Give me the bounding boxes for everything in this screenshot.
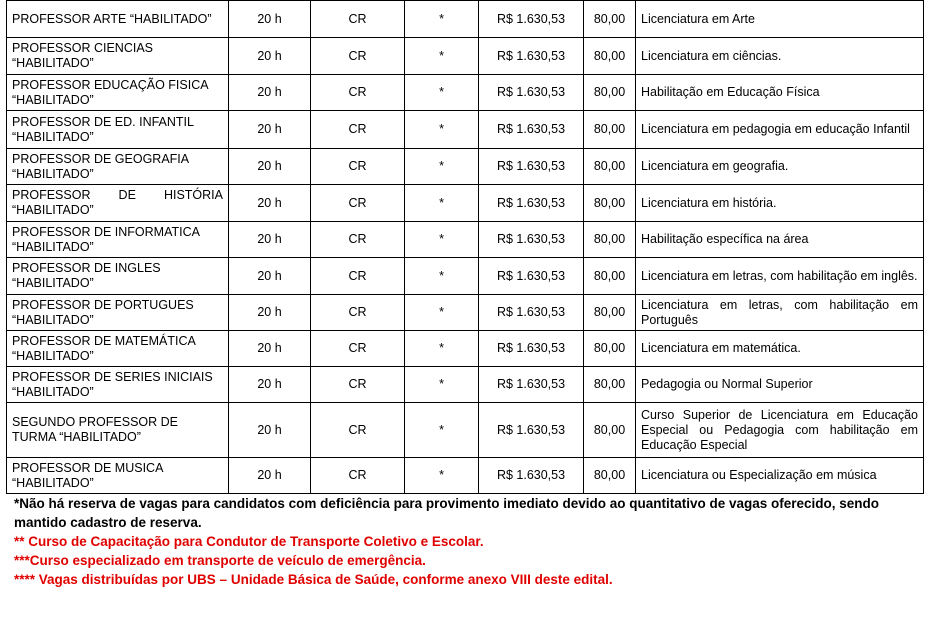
table-row <box>7 222 924 258</box>
requirement-cell: Pedagogia ou Normal Superior <box>636 367 924 403</box>
salary-cell: R$ 1.630,53 <box>479 149 584 185</box>
salary-cell: R$ 1.630,53 <box>479 75 584 111</box>
requirement-cell: Licenciatura em letras, com habilitação em inglês. <box>636 258 924 295</box>
hours-cell: 20 h <box>229 458 311 494</box>
table-row <box>7 367 924 403</box>
requirement-cell: Licenciatura em letras, com habilitação em Português <box>636 295 924 331</box>
hours-cell: 20 h <box>229 403 311 458</box>
hours-cell: 20 h <box>229 185 311 222</box>
requirement-cell: Licenciatura em Arte <box>636 1 924 38</box>
hours-cell: 20 h <box>229 1 311 38</box>
salary-cell: R$ 1.630,53 <box>479 458 584 494</box>
fee-cell: 80,00 <box>584 185 636 222</box>
salary-cell: R$ 1.630,53 <box>479 295 584 331</box>
hours-cell: 20 h <box>229 222 311 258</box>
vacancies-cell: CR <box>311 38 405 75</box>
fee-cell: 80,00 <box>584 403 636 458</box>
vacancies-cell: CR <box>311 403 405 458</box>
salary-cell: R$ 1.630,53 <box>479 1 584 38</box>
salary-cell: R$ 1.630,53 <box>479 258 584 295</box>
hours-cell: 20 h <box>229 38 311 75</box>
role-cell: PROFESSOR DE PORTUGUES “HABILITADO” <box>7 295 229 331</box>
role-cell: PROFESSOR DE ED. INFANTIL “HABILITADO” <box>7 111 229 149</box>
positions-table <box>6 0 924 494</box>
role-cell: PROFESSOR DE INFORMATICA “HABILITADO” <box>7 222 229 258</box>
salary-cell: R$ 1.630,53 <box>479 222 584 258</box>
table-row <box>7 331 924 367</box>
vacancies-cell: CR <box>311 258 405 295</box>
footnote-driver-course: ** Curso de Capacitação para Condutor de Transporte Coletivo e Escolar. <box>14 534 484 549</box>
table-row <box>7 458 924 494</box>
fee-cell: 80,00 <box>584 1 636 38</box>
salary-cell: R$ 1.630,53 <box>479 331 584 367</box>
requirement-cell: Licenciatura em geografia. <box>636 149 924 185</box>
footnote-pcd-reserve: *Não há reserva de vagas para candidatos com deficiência para provimento imediato devido ao quantitativo de vagas oferecido, sendo mantido cadastro de reserva. <box>14 496 880 530</box>
table-row <box>7 258 924 295</box>
fee-cell: 80,00 <box>584 258 636 295</box>
role-cell: PROFESSOR DE GEOGRAFIA “HABILITADO” <box>7 149 229 185</box>
mark-cell: * <box>405 458 479 494</box>
requirement-cell: Licenciatura ou Especialização em música <box>636 458 924 494</box>
mark-cell: * <box>405 295 479 331</box>
fee-cell: 80,00 <box>584 38 636 75</box>
salary-cell: R$ 1.630,53 <box>479 367 584 403</box>
requirement-cell: Licenciatura em ciências. <box>636 38 924 75</box>
fee-cell: 80,00 <box>584 111 636 149</box>
mark-cell: * <box>405 185 479 222</box>
table-row <box>7 38 924 75</box>
role-cell: PROFESSOR DE MUSICA “HABILITADO” <box>7 458 229 494</box>
vacancies-cell: CR <box>311 458 405 494</box>
table-row <box>7 75 924 111</box>
fee-cell: 80,00 <box>584 295 636 331</box>
fee-cell: 80,00 <box>584 458 636 494</box>
table-row <box>7 1 924 38</box>
fee-cell: 80,00 <box>584 331 636 367</box>
footnotes <box>14 494 919 589</box>
requirement-cell: Habilitação em Educação Física <box>636 75 924 111</box>
vacancies-cell: CR <box>311 331 405 367</box>
mark-cell: * <box>405 38 479 75</box>
hours-cell: 20 h <box>229 295 311 331</box>
footnote-emergency-course: ***Curso especializado em transporte de veículo de emergência. <box>14 553 426 568</box>
role-cell: PROFESSOR DE INGLES “HABILITADO” <box>7 258 229 295</box>
mark-cell: * <box>405 75 479 111</box>
mark-cell: * <box>405 222 479 258</box>
vacancies-cell: CR <box>311 295 405 331</box>
role-cell: PROFESSOR EDUCAÇÃO FISICA “HABILITADO” <box>7 75 229 111</box>
mark-cell: * <box>405 331 479 367</box>
vacancies-cell: CR <box>311 185 405 222</box>
mark-cell: * <box>405 403 479 458</box>
table-row <box>7 403 924 458</box>
role-cell: PROFESSOR ARTE “HABILITADO” <box>7 1 229 38</box>
vacancies-cell: CR <box>311 149 405 185</box>
role-cell: SEGUNDO PROFESSOR DE TURMA “HABILITADO” <box>7 403 229 458</box>
requirement-cell: Licenciatura em matemática. <box>636 331 924 367</box>
hours-cell: 20 h <box>229 258 311 295</box>
table-row <box>7 149 924 185</box>
table-row <box>7 111 924 149</box>
requirement-cell: Licenciatura em pedagogia em educação Infantil <box>636 111 924 149</box>
mark-cell: * <box>405 367 479 403</box>
vacancies-cell: CR <box>311 367 405 403</box>
hours-cell: 20 h <box>229 331 311 367</box>
hours-cell: 20 h <box>229 75 311 111</box>
vacancies-cell: CR <box>311 1 405 38</box>
vacancies-cell: CR <box>311 111 405 149</box>
requirement-cell: Licenciatura em história. <box>636 185 924 222</box>
mark-cell: * <box>405 1 479 38</box>
footnote-ubs-distribution: **** Vagas distribuídas por UBS – Unidade Básica de Saúde, conforme anexo VIII deste edital. <box>14 572 613 587</box>
fee-cell: 80,00 <box>584 149 636 185</box>
fee-cell: 80,00 <box>584 367 636 403</box>
table-row <box>7 185 924 222</box>
hours-cell: 20 h <box>229 367 311 403</box>
vacancies-cell: CR <box>311 75 405 111</box>
requirement-cell: Habilitação específica na área <box>636 222 924 258</box>
role-cell: PROFESSOR DE HISTÓRIA “HABILITADO” <box>7 185 229 222</box>
mark-cell: * <box>405 258 479 295</box>
hours-cell: 20 h <box>229 149 311 185</box>
fee-cell: 80,00 <box>584 75 636 111</box>
salary-cell: R$ 1.630,53 <box>479 111 584 149</box>
salary-cell: R$ 1.630,53 <box>479 185 584 222</box>
table-row <box>7 295 924 331</box>
mark-cell: * <box>405 149 479 185</box>
mark-cell: * <box>405 111 479 149</box>
role-cell: PROFESSOR DE MATEMÁTICA “HABILITADO” <box>7 331 229 367</box>
vacancies-cell: CR <box>311 222 405 258</box>
fee-cell: 80,00 <box>584 222 636 258</box>
hours-cell: 20 h <box>229 111 311 149</box>
salary-cell: R$ 1.630,53 <box>479 403 584 458</box>
role-cell: PROFESSOR DE SERIES INICIAIS “HABILITADO” <box>7 367 229 403</box>
requirement-cell: Curso Superior de Licenciatura em Educação Especial ou Pedagogia com habilitação em Educação Especial <box>636 403 924 458</box>
role-cell: PROFESSOR CIENCIAS “HABILITADO” <box>7 38 229 75</box>
salary-cell: R$ 1.630,53 <box>479 38 584 75</box>
